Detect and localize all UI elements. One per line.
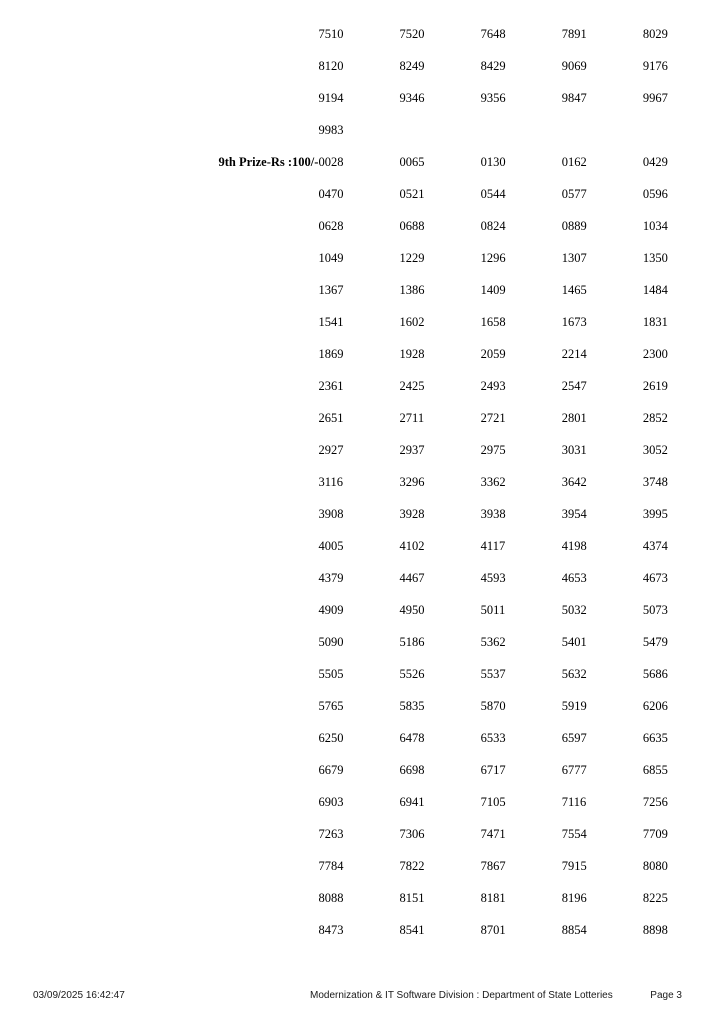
ticket-number: 8898 (642, 922, 668, 937)
ticket-number: 0028 (318, 154, 344, 169)
ticket-number: 9069 (561, 58, 587, 73)
ticket-number: 5686 (642, 666, 668, 681)
ticket-number: 1386 (399, 282, 425, 297)
ticket-number (400, 114, 481, 146)
ticket-number: 6533 (480, 730, 506, 745)
ticket-number: 2361 (318, 378, 344, 393)
page-footer (0, 990, 724, 1006)
prize-label-spacer (0, 882, 318, 914)
ticket-number: 0628 (318, 218, 344, 233)
table-row (0, 818, 724, 850)
table-row (0, 754, 724, 786)
ticket-number: 3954 (561, 506, 587, 521)
ticket-number: 8196 (561, 890, 587, 905)
ticket-number: 7471 (480, 826, 506, 841)
prize-label-spacer (0, 210, 318, 242)
ticket-number: 8080 (642, 858, 668, 873)
ticket-number: 5835 (399, 698, 425, 713)
ticket-number: 4950 (399, 602, 425, 617)
prize-label-spacer (0, 370, 318, 402)
ticket-number: 1673 (561, 314, 587, 329)
ticket-number: 2619 (642, 378, 668, 393)
ticket-number: 6777 (561, 762, 587, 777)
ticket-number: 1658 (480, 314, 506, 329)
table-row (0, 530, 724, 562)
ticket-number: 9983 (318, 122, 344, 137)
ticket-number: 7784 (318, 858, 344, 873)
ticket-number: 2425 (399, 378, 425, 393)
ticket-number: 2852 (642, 410, 668, 425)
ticket-number: 4379 (318, 570, 344, 585)
ticket-number: 3031 (561, 442, 587, 457)
ticket-number: 5011 (480, 602, 506, 617)
ticket-number: 4593 (480, 570, 506, 585)
prize-label-spacer (0, 850, 318, 882)
ticket-number: 8029 (642, 26, 668, 41)
ticket-number: 1034 (642, 218, 668, 233)
prize-label-spacer (0, 178, 318, 210)
ticket-number: 0065 (399, 154, 425, 169)
result-table (0, 18, 724, 946)
ticket-number: 7116 (561, 794, 587, 809)
table-row (0, 498, 724, 530)
table-row (0, 914, 724, 946)
ticket-number: 3296 (399, 474, 425, 489)
prize-label-spacer (0, 498, 318, 530)
ticket-number: 1541 (318, 314, 344, 329)
ticket-number: 7520 (399, 26, 425, 41)
ticket-number: 3938 (480, 506, 506, 521)
ticket-number (643, 114, 724, 146)
prize-label-spacer (0, 786, 318, 818)
ticket-number: 4117 (480, 538, 506, 553)
prize-label-9th: 9th Prize-Rs :100/- (218, 154, 319, 169)
table-row (0, 114, 724, 146)
ticket-number: 1049 (318, 250, 344, 265)
ticket-number: 1367 (318, 282, 344, 297)
ticket-number: 0521 (399, 186, 425, 201)
ticket-number: 1229 (399, 250, 425, 265)
ticket-number: 7306 (399, 826, 425, 841)
table-row (0, 658, 724, 690)
ticket-number: 2651 (318, 410, 344, 425)
table-row (0, 146, 724, 178)
ticket-number: 4374 (642, 538, 668, 553)
prize-label-spacer (0, 50, 318, 82)
ticket-number: 0889 (561, 218, 587, 233)
ticket-number: 4467 (399, 570, 425, 585)
ticket-number: 6717 (480, 762, 506, 777)
ticket-number: 9356 (480, 90, 506, 105)
prize-label-spacer (0, 530, 318, 562)
ticket-number: 1484 (642, 282, 668, 297)
ticket-number: 5537 (480, 666, 506, 681)
ticket-number: 2493 (480, 378, 506, 393)
table-row (0, 690, 724, 722)
ticket-number: 2059 (480, 346, 506, 361)
ticket-number: 6635 (642, 730, 668, 745)
ticket-number (562, 114, 643, 146)
ticket-number: 5632 (561, 666, 587, 681)
ticket-number: 4673 (642, 570, 668, 585)
prize-label-spacer (0, 722, 318, 754)
prize-label-spacer (0, 562, 318, 594)
ticket-number: 1307 (561, 250, 587, 265)
ticket-number: 8473 (318, 922, 344, 937)
ticket-number: 0544 (480, 186, 506, 201)
ticket-number: 3362 (480, 474, 506, 489)
ticket-number: 1465 (561, 282, 587, 297)
prize-label-spacer (0, 274, 318, 306)
ticket-number: 6903 (318, 794, 344, 809)
ticket-number: 4102 (399, 538, 425, 553)
ticket-number: 5090 (318, 634, 344, 649)
table-row (0, 466, 724, 498)
ticket-number: 8151 (399, 890, 425, 905)
prize-label-spacer (0, 466, 318, 498)
prize-label-spacer (0, 402, 318, 434)
ticket-number: 1296 (480, 250, 506, 265)
table-row (0, 210, 724, 242)
ticket-number: 7648 (480, 26, 506, 41)
ticket-number: 3908 (318, 506, 344, 521)
prize-label-spacer (0, 658, 318, 690)
table-row (0, 402, 724, 434)
ticket-number: 8225 (642, 890, 668, 905)
ticket-number: 7554 (561, 826, 587, 841)
ticket-number: 9967 (642, 90, 668, 105)
table-row (0, 562, 724, 594)
ticket-number: 7263 (318, 826, 344, 841)
ticket-number: 8429 (480, 58, 506, 73)
ticket-number: 1928 (399, 346, 425, 361)
ticket-number: 0577 (561, 186, 587, 201)
ticket-number: 9847 (561, 90, 587, 105)
ticket-number: 1831 (642, 314, 668, 329)
ticket-number: 6206 (642, 698, 668, 713)
ticket-number: 9176 (642, 58, 668, 73)
ticket-number: 6698 (399, 762, 425, 777)
ticket-number: 9346 (399, 90, 425, 105)
ticket-number: 0688 (399, 218, 425, 233)
result-table-body (0, 18, 724, 946)
results-area (0, 18, 724, 946)
ticket-number: 2927 (318, 442, 344, 457)
ticket-number: 2214 (561, 346, 587, 361)
table-row (0, 850, 724, 882)
table-row (0, 178, 724, 210)
ticket-number: 5526 (399, 666, 425, 681)
ticket-number: 8249 (399, 58, 425, 73)
ticket-number: 5032 (561, 602, 587, 617)
ticket-number: 0596 (642, 186, 668, 201)
ticket-number: 8541 (399, 922, 425, 937)
ticket-number: 5186 (399, 634, 425, 649)
ticket-number: 8120 (318, 58, 344, 73)
ticket-number: 0470 (318, 186, 344, 201)
ticket-number: 1409 (480, 282, 506, 297)
prize-label-spacer (0, 594, 318, 626)
prize-label-spacer (0, 690, 318, 722)
ticket-number: 3748 (642, 474, 668, 489)
table-row (0, 626, 724, 658)
ticket-number: 5401 (561, 634, 587, 649)
ticket-number: 4909 (318, 602, 344, 617)
ticket-number: 1602 (399, 314, 425, 329)
ticket-number: 3052 (642, 442, 668, 457)
table-row (0, 82, 724, 114)
prize-label-spacer (0, 434, 318, 466)
table-row (0, 18, 724, 50)
ticket-number: 3928 (399, 506, 425, 521)
ticket-number: 7822 (399, 858, 425, 873)
ticket-number: 5362 (480, 634, 506, 649)
prize-label-spacer (0, 818, 318, 850)
table-row (0, 338, 724, 370)
ticket-number: 6597 (561, 730, 587, 745)
ticket-number: 8854 (561, 922, 587, 937)
ticket-number: 6478 (399, 730, 425, 745)
prize-label (0, 18, 318, 50)
ticket-number: 1350 (642, 250, 668, 265)
table-row (0, 434, 724, 466)
ticket-number: 7256 (642, 794, 668, 809)
ticket-number: 5479 (642, 634, 668, 649)
ticket-number: 0429 (642, 154, 668, 169)
table-row (0, 722, 724, 754)
ticket-number: 7105 (480, 794, 506, 809)
prize-label-spacer (0, 306, 318, 338)
ticket-number: 5919 (561, 698, 587, 713)
table-row (0, 306, 724, 338)
prize-label-spacer (0, 626, 318, 658)
table-row (0, 882, 724, 914)
prize-label-spacer (0, 914, 318, 946)
ticket-number: 7510 (318, 26, 344, 41)
table-row (0, 274, 724, 306)
table-row (0, 50, 724, 82)
ticket-number: 8701 (480, 922, 506, 937)
ticket-number: 2547 (561, 378, 587, 393)
ticket-number: 5870 (480, 698, 506, 713)
ticket-number: 6855 (642, 762, 668, 777)
ticket-number: 5073 (642, 602, 668, 617)
ticket-number: 7709 (642, 826, 668, 841)
ticket-number: 2937 (399, 442, 425, 457)
ticket-number: 7915 (561, 858, 587, 873)
ticket-number: 8088 (318, 890, 344, 905)
ticket-number: 0162 (561, 154, 587, 169)
table-row (0, 594, 724, 626)
ticket-number: 7891 (561, 26, 587, 41)
ticket-number: 6941 (399, 794, 425, 809)
table-row (0, 242, 724, 274)
ticket-number: 6679 (318, 762, 344, 777)
ticket-number: 2801 (561, 410, 587, 425)
ticket-number: 6250 (318, 730, 344, 745)
ticket-number: 8181 (480, 890, 506, 905)
footer-timestamp: 03/09/2025 16:42:47 (33, 990, 125, 1001)
table-row (0, 370, 724, 402)
ticket-number: 0824 (480, 218, 506, 233)
ticket-number (481, 114, 562, 146)
ticket-number: 4005 (318, 538, 344, 553)
prize-label-spacer (0, 338, 318, 370)
prize-label-spacer (0, 82, 318, 114)
prize-label-spacer (0, 754, 318, 786)
ticket-number: 9194 (318, 90, 344, 105)
ticket-number: 7867 (480, 858, 506, 873)
table-row (0, 786, 724, 818)
ticket-number: 3642 (561, 474, 587, 489)
prize-label-spacer (0, 242, 318, 274)
ticket-number: 2300 (642, 346, 668, 361)
footer-page-number: Page 3 (650, 990, 682, 1001)
ticket-number: 3995 (642, 506, 668, 521)
ticket-number: 0130 (480, 154, 506, 169)
ticket-number: 4653 (561, 570, 587, 585)
ticket-number: 2721 (480, 410, 506, 425)
footer-department: Modernization & IT Software Division : Department of State Lotteries (310, 990, 613, 1001)
ticket-number: 3116 (318, 474, 343, 489)
ticket-number: 2711 (399, 410, 425, 425)
ticket-number: 4198 (561, 538, 587, 553)
ticket-number: 2975 (480, 442, 506, 457)
ticket-number: 1869 (318, 346, 344, 361)
prize-label-spacer (0, 114, 318, 146)
ticket-number: 5505 (318, 666, 344, 681)
ticket-number: 5765 (318, 698, 344, 713)
